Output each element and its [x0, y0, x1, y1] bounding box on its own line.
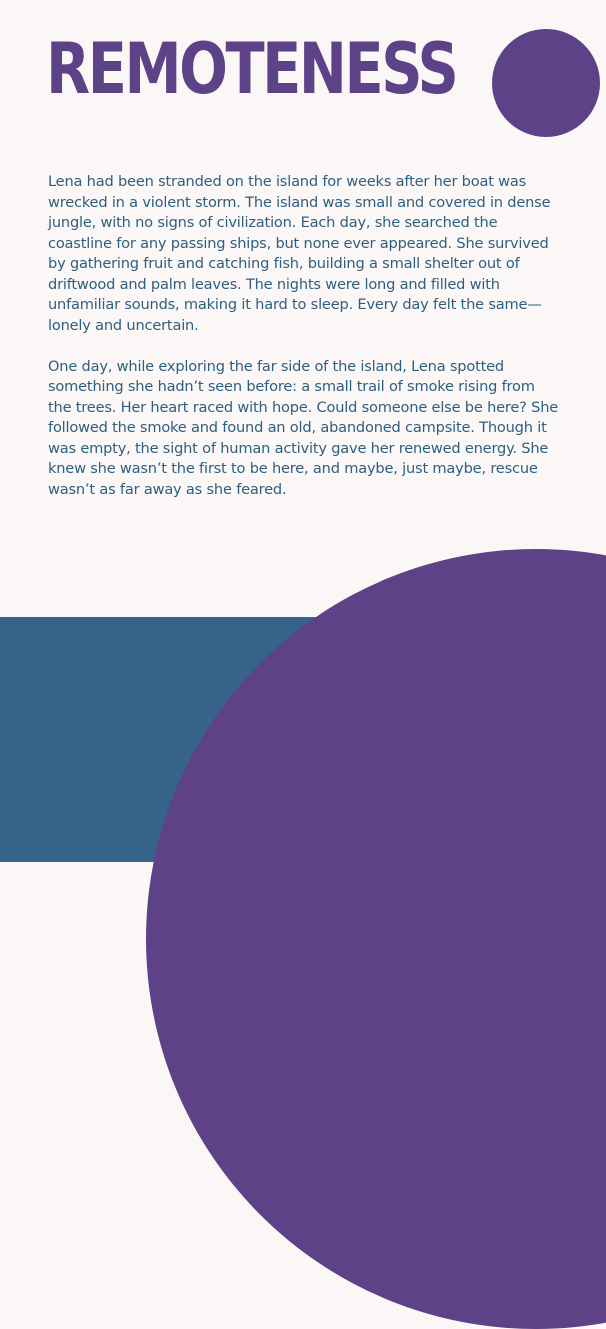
story-text [48, 172, 560, 521]
page-title: REMOTENESS [46, 28, 457, 110]
paragraph-1: Lena had been stranded on the island for weeks after her boat was wrecked in a violent storm. The island was small and covered in dense jungle, with no signs of civilization. Each day, she searched the coastline for any passing ships, but none ever appeared. She survived by gathering fruit and catching fish, building a small shelter out of driftwood and palm leaves. The nights were long and filled with unfamiliar sounds, making it hard to sleep. Every day felt the same—lonely and uncertain. [48, 173, 551, 334]
decorative-circle-top [492, 29, 600, 137]
paragraph-2: One day, while exploring the far side of the island, Lena spotted something she hadn’t seen before: a small trail of smoke rising from the trees. Her heart raced with hope. Could someone else be here? She followed the smoke and found an old, abandoned campsite. Though it was empty, the sight of human activity gave her renewed energy. She knew she wasn’t the first to be here, and maybe, just maybe, rescue wasn’t as far away as she feared. [48, 357, 559, 498]
